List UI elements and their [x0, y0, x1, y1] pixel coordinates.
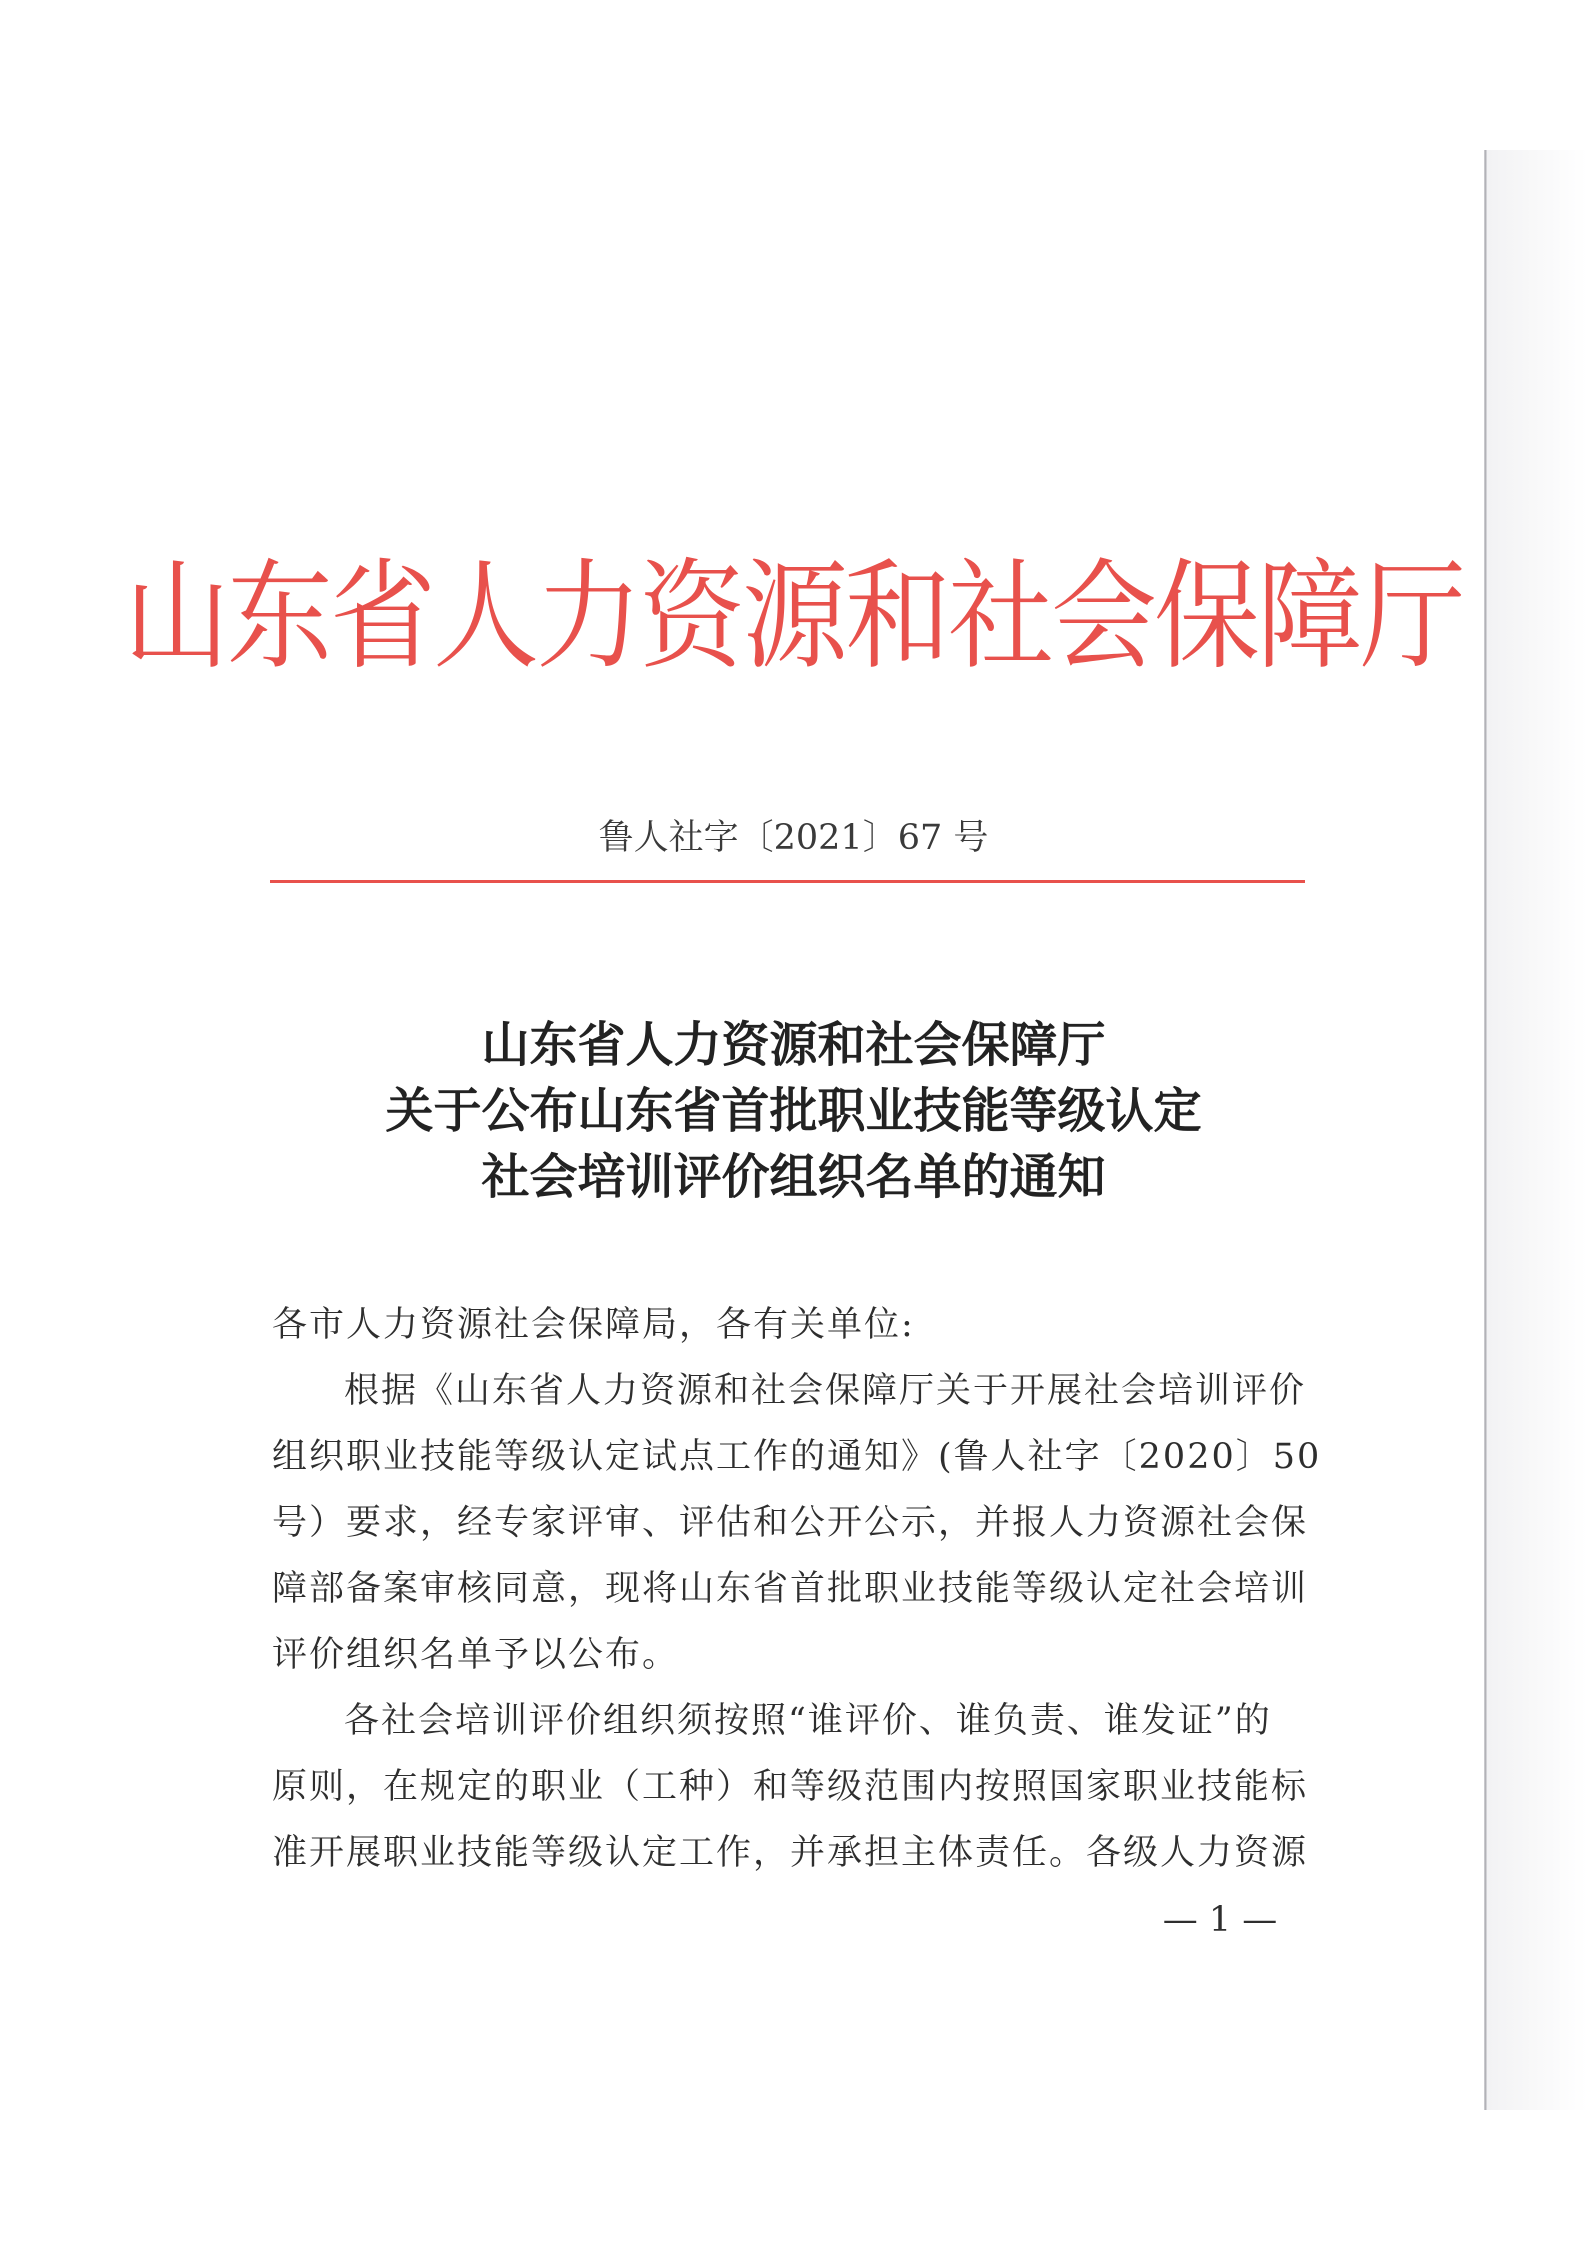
paragraph-line: 组织职业技能等级认定试点工作的通知》(鲁人社字〔2020〕50 — [272, 1437, 1322, 1477]
paragraph-line: 根据《山东省人力资源和社会保障厅关于开展社会培训评价 — [344, 1371, 1307, 1411]
paragraph-line: 准开展职业技能等级认定工作，并承担主体责任。各级人力资源 — [272, 1833, 1309, 1873]
red-divider — [270, 880, 1305, 883]
paragraph-line: 号）要求，经专家评审、评估和公开公示，并报人力资源社会保 — [272, 1503, 1309, 1543]
document-number: 鲁人社字〔2021〕67 号 — [598, 818, 989, 858]
paragraph-line: 障部备案审核同意，现将山东省首批职业技能等级认定社会培训 — [272, 1569, 1309, 1609]
title-line: 山东省人力资源和社会保障厅 — [481, 1017, 1106, 1073]
document-body — [272, 1292, 1322, 1886]
paragraph-line: 各社会培训评价组织须按照“谁评价、谁负责、谁发证”的 — [344, 1701, 1272, 1741]
salutation: 各市人力资源社会保障局，各有关单位: — [272, 1305, 915, 1345]
page-number: — 1 — — [1162, 1900, 1278, 1940]
paragraph-line: 原则，在规定的职业（工种）和等级范围内按照国家职业技能标 — [272, 1767, 1309, 1807]
paragraph-line: 评价组织名单予以公布。 — [272, 1635, 680, 1675]
title-line: 关于公布山东省首批职业技能等级认定 — [385, 1083, 1202, 1139]
title-line: 社会培训评价组织名单的通知 — [481, 1149, 1106, 1205]
issuer-heading: 山东省人力资源和社会保障厅 — [124, 547, 1463, 686]
document-title — [0, 1012, 1587, 1210]
